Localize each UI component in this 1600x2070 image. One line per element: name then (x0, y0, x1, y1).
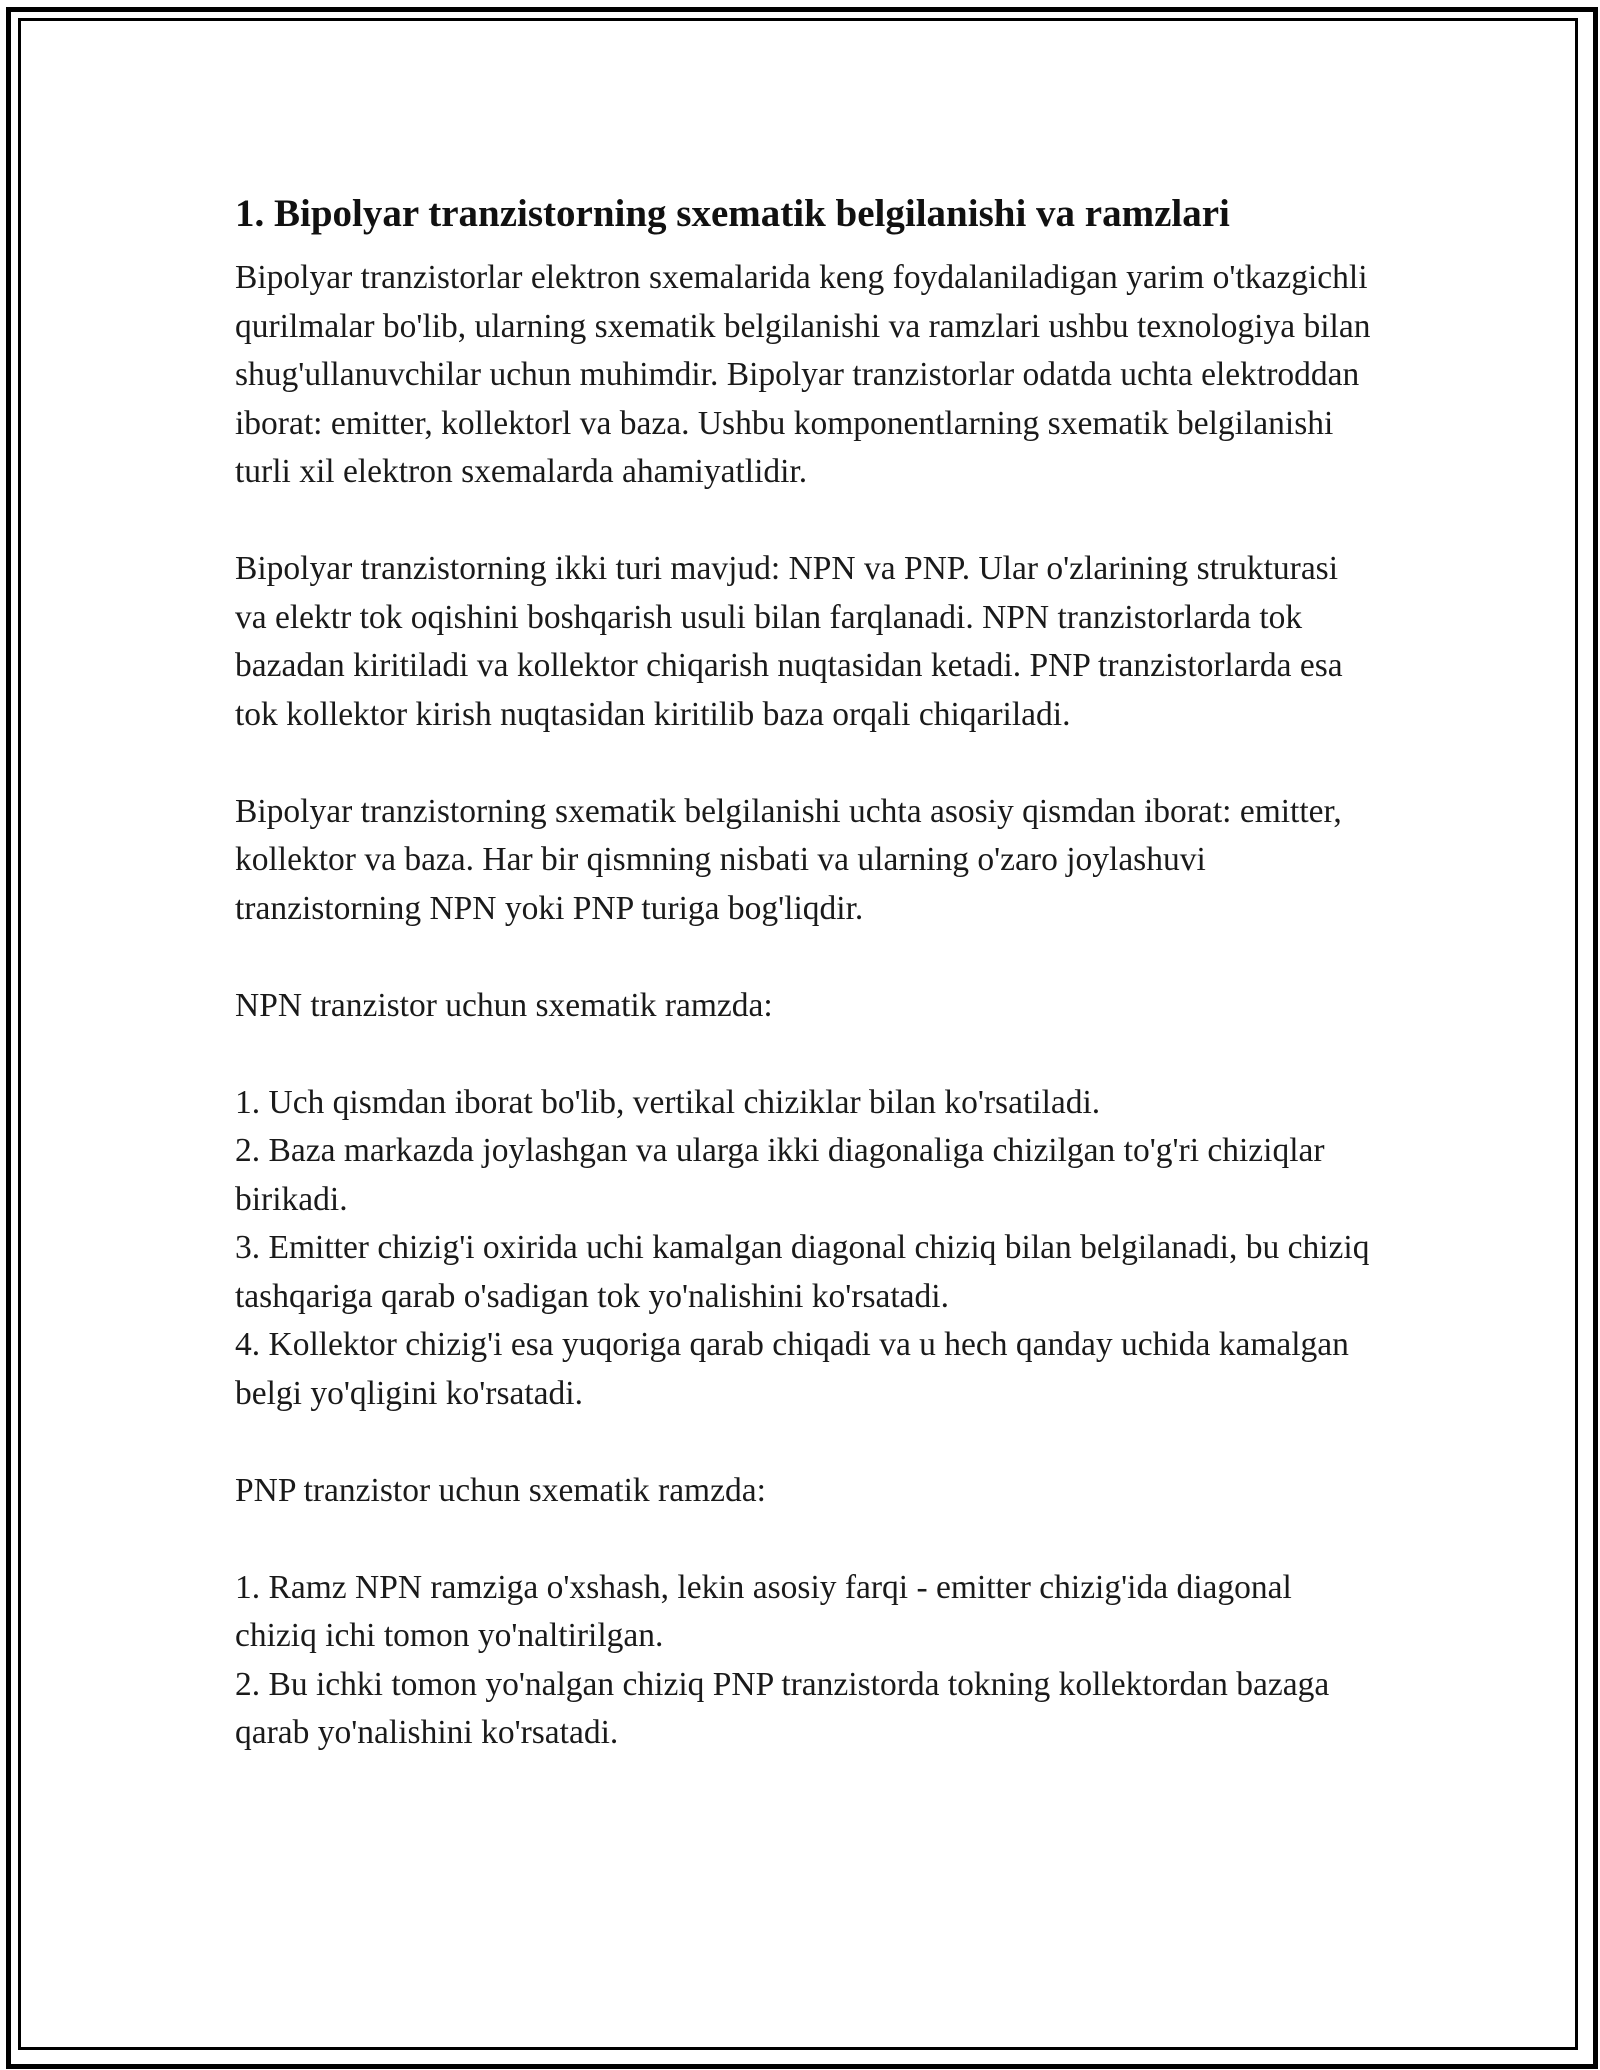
paragraph-types: Bipolyar tranzistorning ikki turi mavjud: NPN va PNP. Ular o'zlarining strukturasi va elektr tok oqishini boshqarish usuli bilan farqlanadi. NPN tranzistorlarda tok bazadan kiritiladi va kollektor chiqarish nuqtasidan ketadi. PNP tranzistorlarda esa tok kollektor kirish nuqtasidan kiritilib baza orqali chiqariladi. (235, 550, 1343, 733)
list-item: 1. Uch qismdan iborat bo'lib, vertikal chiziklar bilan ko'rsatiladi. (235, 1083, 1101, 1121)
list-item: 2. Baza markazda joylashgan va ularga ikki diagonaliga chizilgan to'g'ri chiziqlar birikadi. (235, 1132, 1325, 1218)
paragraph-intro: Bipolyar tranzistorlar elektron sxemalarida keng foydalaniladigan yarim o'tkazgichli qurilmalar bo'lib, ularning sxematik belgilanishi va ramzlari ushbu texnologiya bilan shug'ullanuvchilar uchun muhimdir. Bipolyar tranzistorlar odatda uchta elektroddan iborat: emitter, kollektorl va baza. Ushbu komponentlarning sxematik belgilanishi turli xil elektron sxemalarda ahamiyatlidir. (235, 259, 1371, 490)
list-item: 1. Ramz NPN ramziga o'xshash, lekin asosiy farqi - emitter chizig'ida diagonal chiziq ichi tomon yo'naltirilgan. (235, 1568, 1292, 1654)
paragraph-parts: Bipolyar tranzistorning sxematik belgilanishi uchta asosiy qismdan iborat: emitter, kollektor va baza. Har bir qismning nisbati va ularning o'zaro joylashuvi tranzistorning NPN yoki PNP turiga bog'liqdir. (235, 792, 1342, 927)
list-item: 3. Emitter chizig'i oxirida uchi kamalgan diagonal chiziq bilan belgilanadi, bu chiziq tashqariga qarab o'sadigan tok yo'nalishini ko'rsatadi. (235, 1229, 1370, 1315)
npn-section-heading: NPN tranzistor uchun sxematik ramzda: (235, 986, 773, 1024)
list-item: 2. Bu ichki tomon yo'nalgan chiziq PNP tranzistorda tokning kollektordan bazaga qarab yo'nalishini ko'rsatadi. (235, 1665, 1330, 1751)
document-body (235, 184, 1375, 1806)
pnp-list (235, 1564, 1375, 1758)
pnp-section-heading: PNP tranzistor uchun sxematik ramzda: (235, 1471, 766, 1509)
npn-list (235, 1079, 1375, 1419)
document-title: 1. Bipolyar tranzistorning sxematik belgilanishi va ramzlari (235, 192, 1230, 235)
list-item: 4. Kollektor chizig'i esa yuqoriga qarab chiqadi va u hech qanday uchida kamalgan belgi yo'qligini ko'rsatadi. (235, 1326, 1349, 1412)
